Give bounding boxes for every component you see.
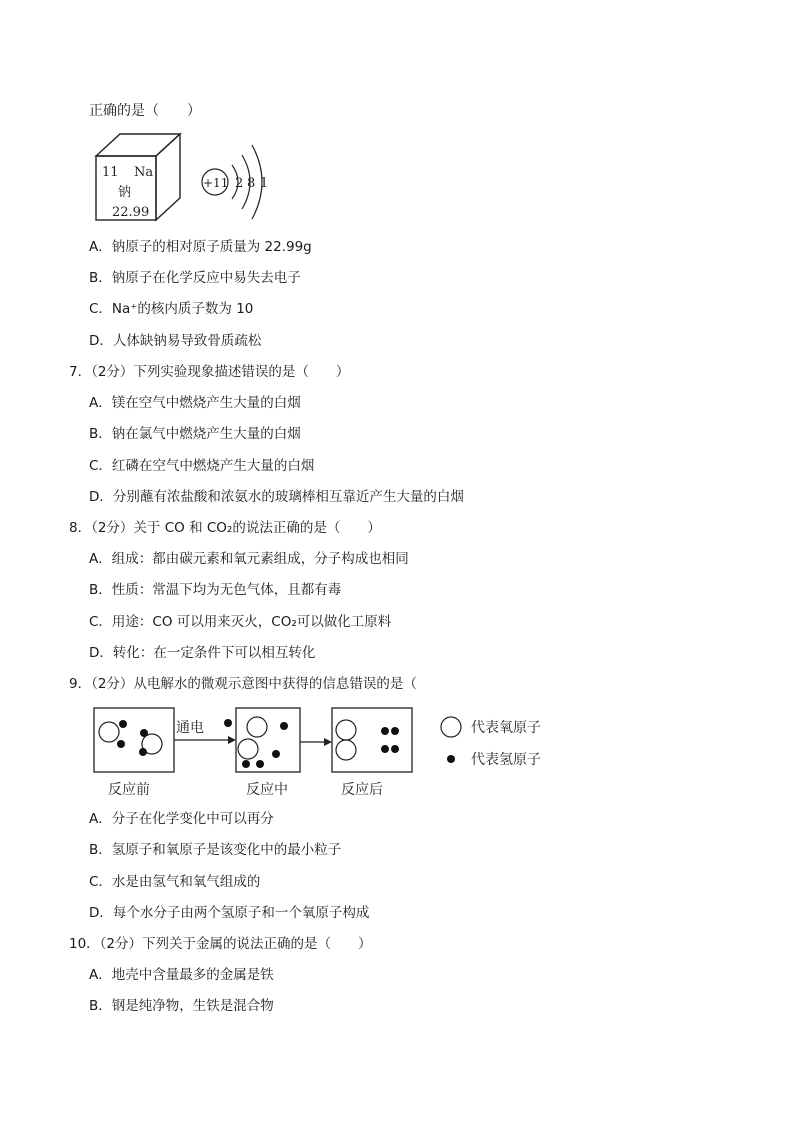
oxygen-atom-legend-icon (441, 717, 461, 737)
sodium-element-figure (92, 130, 282, 226)
legend-oxygen: 代表氧原子 (471, 720, 541, 736)
stage-after-label: 反应后 (341, 782, 383, 798)
legend-hydrogen: 代表氢原子 (471, 752, 541, 768)
atomic-number: 11 (102, 165, 119, 180)
q9-option-a: A．分子在化学变化中可以再分 (89, 811, 274, 827)
q6-option-a: A．钠原子的相对原子质量为 22.99g (89, 239, 312, 255)
shell-3-count: 1 (260, 176, 269, 191)
q6-option-b: B．钠原子在化学反应中易失去电子 (89, 270, 301, 286)
shell-1-count: 2 (235, 176, 244, 191)
hydrogen-atom-legend-icon (447, 755, 455, 763)
nucleus-charge: +11 (203, 176, 229, 190)
q7-option-c: C．红磷在空气中燃烧产生大量的白烟 (89, 458, 315, 474)
q9-option-d: D．每个水分子由两个氢原子和一个氧原子构成 (89, 905, 370, 921)
q7-option-a: A．镁在空气中燃烧产生大量的白烟 (89, 395, 301, 411)
stage-during-label: 反应中 (246, 782, 288, 798)
q10-option-a: A．地壳中含量最多的金属是铁 (89, 967, 274, 983)
element-name: 钠 (118, 185, 132, 200)
q9-stem: 9．（2分）从电解水的微观示意图中获得的信息错误的是（ (69, 676, 417, 692)
q8-option-b: B．性质：常温下均为无色气体，且都有毒 (89, 582, 342, 598)
arrow-label-electrify: 通电 (176, 720, 204, 736)
q8-option-d: D．转化：在一定条件下可以相互转化 (89, 645, 316, 661)
electrolysis-diagram (90, 702, 560, 802)
element-symbol: Na (134, 165, 154, 180)
q9-option-c: C．水是由氢气和氧气组成的 (89, 874, 261, 890)
q10-option-b: B．钢是纯净物，生铁是混合物 (89, 998, 274, 1014)
q6-option-d: D．人体缺钠易导致骨质疏松 (89, 333, 262, 349)
q8-option-c: C．用途：CO 可以用来灭火，CO₂可以做化工原料 (89, 614, 392, 630)
q9-option-b: B．氢原子和氧原子是该变化中的最小粒子 (89, 842, 342, 858)
q7-option-d: D．分别蘸有浓盐酸和浓氨水的玻璃棒相互靠近产生大量的白烟 (89, 489, 464, 505)
shell-2-count: 8 (247, 176, 256, 191)
q7-option-b: B．钠在氯气中燃烧产生大量的白烟 (89, 426, 301, 442)
atomic-mass: 22.99 (112, 205, 150, 220)
q8-option-a: A．组成：都由碳元素和氧元素组成，分子构成也相同 (89, 551, 409, 567)
q7-stem: 7．（2分）下列实验现象描述错误的是（ ） (69, 364, 350, 380)
q8-stem: 8．（2分）关于 CO 和 CO₂的说法正确的是（ ） (69, 520, 381, 536)
stage-before-label: 反应前 (108, 782, 150, 798)
q10-stem: 10．（2分）下列关于金属的说法正确的是（ ） (69, 936, 372, 952)
q6-stem-tail: 正确的是（ ） (89, 103, 201, 119)
q6-option-c: C．Na⁺的核内质子数为 10 (89, 301, 254, 317)
